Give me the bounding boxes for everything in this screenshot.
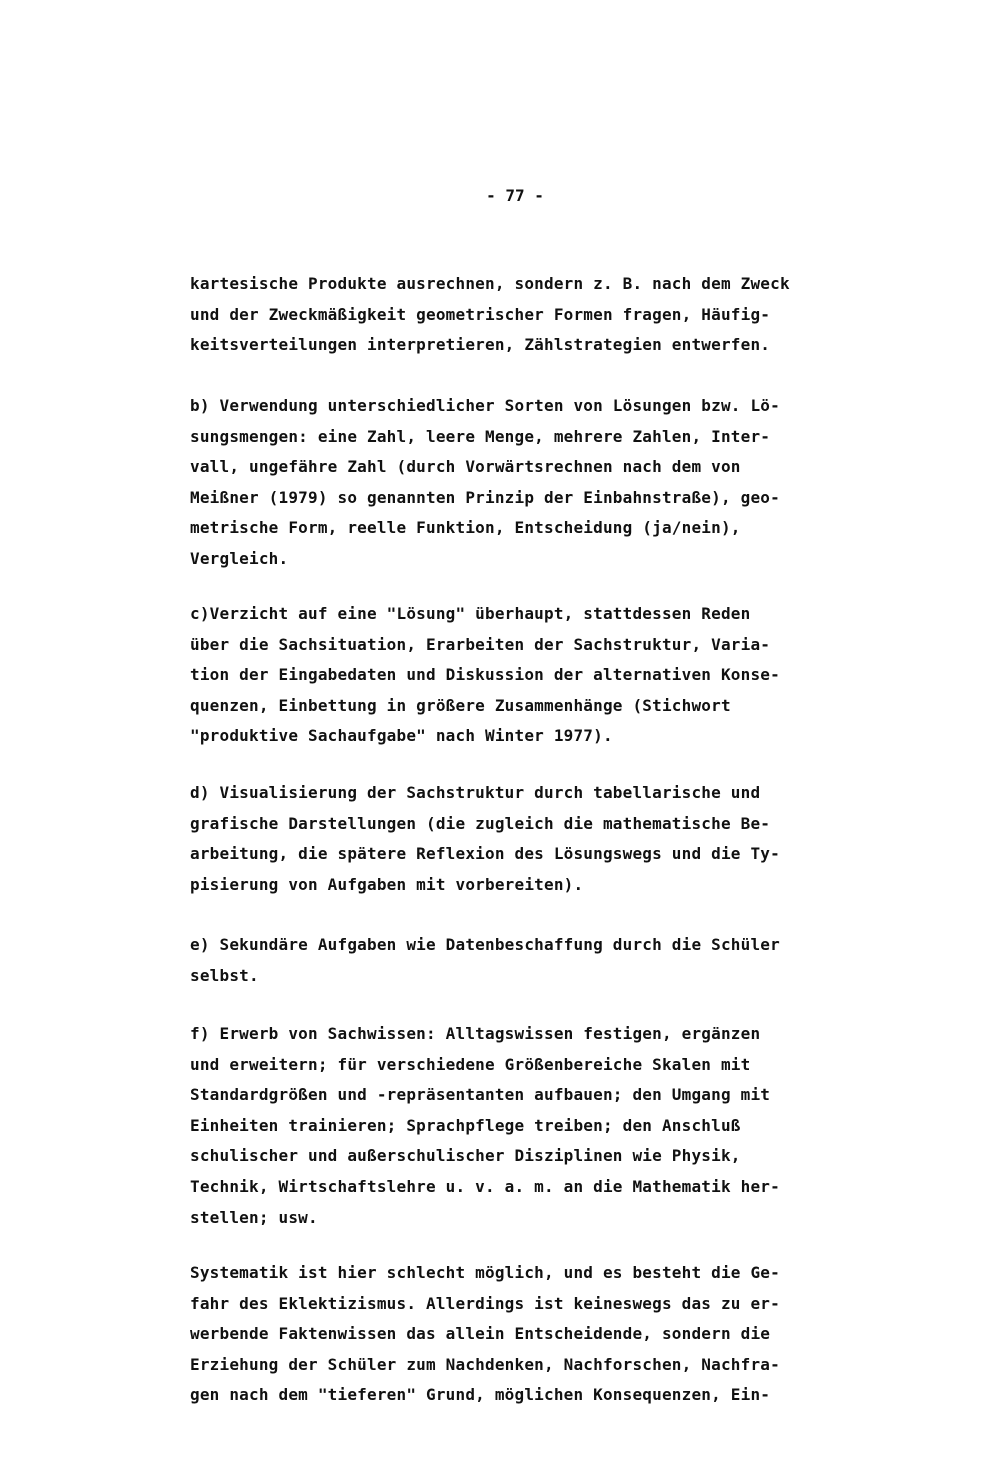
text-line: Vergleich. [190, 548, 289, 568]
text-line: "produktive Sachaufgabe" nach Winter 1977). [190, 726, 613, 746]
text-line: f) Erwerb von Sachwissen: Alltagswissen festigen, ergänzen [190, 1024, 761, 1043]
paragraph-item-f [190, 1019, 890, 1233]
text-line: b) Verwendung unterschiedlicher Sorten von Lösungen bzw. Lö- [190, 396, 780, 415]
text-line: metrische Form, reelle Funktion, Entscheidung (ja/nein), [190, 518, 741, 538]
text-line: gen nach dem "tieferen" Grund, möglichen Konsequenzen, Ein- [190, 1385, 771, 1405]
text-line: über die Sachsituation, Erarbeiten der Sachstruktur, Varia- [190, 634, 771, 654]
text-line: und der Zweckmäßigkeit geometrischer Formen fragen, Häufig- [190, 304, 771, 324]
text-line: pisierung von Aufgaben mit vorbereiten). [190, 874, 584, 894]
text-line: Standardgrößen und -repräsentanten aufbauen; den Umgang mit [190, 1085, 771, 1105]
text-line: Meißner (1979) so genannten Prinzip der Einbahnstraße), geo- [190, 487, 780, 507]
text-line: e) Sekundäre Aufgaben wie Datenbeschaffung durch die Schüler [190, 935, 780, 954]
text-line: grafische Darstellungen (die zugleich die mathematische Be- [190, 813, 771, 833]
text-line: tion der Eingabedaten und Diskussion der alternativen Konse- [190, 665, 780, 685]
text-line: arbeitung, die spätere Reflexion des Lösungswegs und die Ty- [190, 844, 780, 864]
paragraph-closing [190, 1258, 890, 1411]
text-line: sungsmengen: eine Zahl, leere Menge, mehrere Zahlen, Inter- [190, 426, 771, 446]
text-line: Einheiten trainieren; Sprachpflege treiben; den Anschluß [190, 1115, 741, 1135]
text-line: Technik, Wirtschaftslehre u. v. a. m. an die Mathematik her- [190, 1176, 780, 1196]
text-line: und erweitern; für verschiedene Größenbereiche Skalen mit [190, 1054, 751, 1074]
paragraph-item-c [190, 599, 890, 752]
paragraph-item-e [190, 930, 890, 991]
text-line: c)Verzicht auf eine "Lösung" überhaupt, stattdessen Reden [190, 604, 751, 623]
page-number: - 77 - [486, 186, 544, 205]
paragraph-item-d [190, 778, 890, 900]
text-line: keitsverteilungen interpretieren, Zählstrategien entwerfen. [190, 335, 771, 355]
text-line: werbende Faktenwissen das allein Entscheidende, sondern die [190, 1324, 771, 1344]
text-line: Systematik ist hier schlecht möglich, und es besteht die Ge- [190, 1263, 780, 1282]
text-line: schulischer und außerschulischer Disziplinen wie Physik, [190, 1146, 741, 1166]
paragraph-item-b [190, 391, 890, 575]
text-line: d) Visualisierung der Sachstruktur durch tabellarische und [190, 783, 761, 802]
text-line: fahr des Eklektizismus. Allerdings ist keineswegs das zu er- [190, 1293, 780, 1313]
text-line: kartesische Produkte ausrechnen, sondern z. B. nach dem Zweck [190, 274, 790, 293]
text-line: quenzen, Einbettung in größere Zusammenhänge (Stichwort [190, 695, 731, 715]
text-line: stellen; usw. [190, 1207, 318, 1227]
text-line: selbst. [190, 965, 259, 985]
text-line: Erziehung der Schüler zum Nachdenken, Nachforschen, Nachfra- [190, 1354, 780, 1374]
paragraph-continuation [190, 269, 890, 361]
text-line: vall, ungefähre Zahl (durch Vorwärtsrechnen nach dem von [190, 457, 741, 477]
